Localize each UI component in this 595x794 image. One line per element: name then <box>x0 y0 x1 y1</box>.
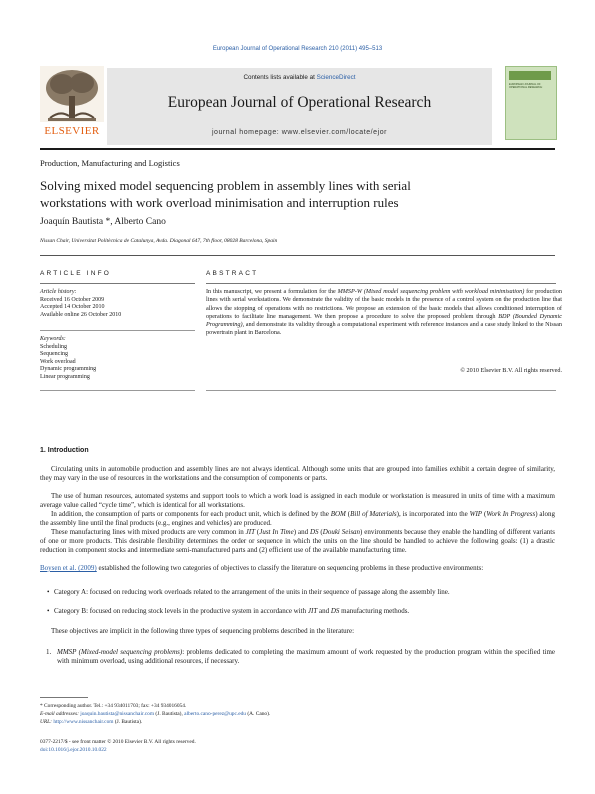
term: Just In Time <box>259 528 294 536</box>
bullet-icon: • <box>47 607 50 615</box>
journal-title: European Journal of Operational Research <box>167 94 432 111</box>
history-received: Received 16 October 2009 <box>40 296 105 303</box>
text: ) along the assembly line until the final products (e.g., engines and vehicles) are produced. <box>40 510 555 528</box>
cover-title: EUROPEAN JOURNAL OF OPERATIONAL RESEARCH <box>509 83 543 90</box>
term: JIT <box>245 528 255 536</box>
email-link-cano[interactable]: alberto.cano-perez@upc.edu <box>184 711 247 717</box>
text: established the following two categories of objectives to classify the literature on sequencing problems in these productive environments: <box>96 564 484 572</box>
list-item <box>54 607 554 616</box>
url-link[interactable]: http://www.nissanchair.com <box>51 719 114 725</box>
list-item: Category A: focused on reducing work overloads related to the arrangement of the units in their sequence of passage along the assembly line. <box>54 588 450 596</box>
abstract-term-bdp: BDP (Bounded Dynamic Programming) <box>206 312 562 329</box>
paragraph: Circulating units in automobile production and assembly lines are not always identical. Although some units that are grouped into families exhibit a certain degree of similarity, they may vary in the use of resources in the workstations and the consumption of components or parts. <box>40 465 555 483</box>
url-label: URL: <box>40 719 52 725</box>
keyword: Work overload <box>40 358 76 365</box>
history-accepted: Accepted 14 October 2010 <box>40 304 105 311</box>
history-label: Article history: <box>40 289 77 295</box>
keyword: Dynamic programming <box>40 366 97 373</box>
term: MMSP (Mixed-model sequencing problems) <box>57 648 183 656</box>
abstract-text <box>206 288 562 338</box>
keyword: Scheduling <box>40 343 67 350</box>
contents-availability <box>107 74 492 81</box>
text: ) and <box>293 528 310 536</box>
text: manufacturing methods. <box>339 607 410 615</box>
term: Work In Progress <box>486 510 536 518</box>
keywords-label: Keywords: <box>40 336 66 342</box>
paragraph <box>40 528 555 556</box>
paragraph: The use of human resources, automated systems and support tools to which a work load is assigned in each module or workstation is measured in units of time with a maximum average value called “cycle time”, which is identical for all workstations. <box>40 492 555 510</box>
sciencedirect-link[interactable]: ScienceDirect <box>316 74 356 81</box>
footnote-emails <box>40 711 555 718</box>
abstract-rule <box>206 283 556 284</box>
email-label: E-mail addresses: <box>40 711 79 717</box>
text: ) environments because they enable the handling of different variants of one or more products. This desirable flexibility determines the order or sequence in which the units on the line should be handled to achieve the following goals: (1) a drastic reduction in component stocks and intermediate semi-manufactured parts and (2) efficient use of the available manufacturing time. <box>40 528 555 555</box>
paragraph: These objectives are implicit in the following three types of sequencing problems described in the literature: <box>51 627 355 635</box>
abstract-term-mmspw: MMSP-W (Mixed model sequencing problem with workload minimisation) <box>337 288 525 295</box>
term: BOM <box>330 510 346 518</box>
text: Category B: focused on reducing stock levels in the productive system in accordance with <box>54 607 308 615</box>
authors-rule <box>40 255 555 256</box>
abstract-text-c: , and demonstrate its validity through a computational experiment with reference instances and a case study linked to the Nissan powertrain plant in Barcelona. <box>206 321 562 337</box>
journal-reference[interactable]: European Journal of Operational Research 210 (2011) 495–513 <box>212 46 383 52</box>
article-info-rule <box>40 283 195 284</box>
text: ), is incorporated into the <box>396 510 470 518</box>
footnote-rule <box>40 697 88 698</box>
authors[interactable]: Joaquín Bautista *, Alberto Cano <box>40 217 166 227</box>
header-rule <box>40 148 555 150</box>
paragraph <box>40 510 555 528</box>
cover-title-bar <box>509 71 551 80</box>
doi-link[interactable]: doi:10.1016/j.ejor.2010.10.022 <box>40 747 107 753</box>
article-history <box>40 289 195 319</box>
abstract-bottom-rule <box>206 390 556 391</box>
history-online: Available online 26 October 2010 <box>40 311 122 318</box>
text: ( <box>254 528 260 536</box>
term: Bill of Materials <box>350 510 397 518</box>
list-number: 1. <box>46 648 52 656</box>
section-heading-introduction: 1. Introduction <box>40 447 89 454</box>
citation-link[interactable]: Boysen et al. (2009) <box>40 564 97 572</box>
footnote-url <box>40 719 555 726</box>
abstract-heading: ABSTRACT <box>206 270 259 277</box>
text: (J. Bautista), <box>154 711 185 717</box>
text: ( <box>318 528 323 536</box>
title-line-2: workstations with work overload minimisation and interruption rules <box>40 195 399 210</box>
article-title <box>40 177 540 211</box>
title-line-1: Solving mixed model sequencing problem in assembly lines with serial <box>40 178 411 193</box>
text: ( <box>482 510 487 518</box>
publisher-wordmark: ELSEVIER <box>44 125 100 137</box>
term: WIP <box>469 510 483 518</box>
abstract-text-b: for production lines with serial workstations. We demonstrate the validity of the basic models in the presence of a control system on the production line that allows the stopping of operations with no restrictions. We propose an extension of the basic models that allows conditioned interruption of operations to facilitate line management. We then propose a procedure to solve the proposed problem through <box>206 288 562 320</box>
term: DS <box>330 607 340 615</box>
keywords-bottom-rule <box>40 390 195 391</box>
text: ( <box>345 510 351 518</box>
term: JIT <box>307 607 318 615</box>
article-info-heading: ARTICLE INFO <box>40 270 112 277</box>
elsevier-tree-logo-icon <box>40 66 104 134</box>
list-item <box>57 648 555 666</box>
text: : problems dedicated to completing the maximum amount of work requested by the production program within the specified time with minimum overload, using additional resources, if necessary. <box>57 648 556 666</box>
copyright: © 2010 Elsevier B.V. All rights reserved. <box>460 367 562 374</box>
keyword: Linear programming <box>40 373 90 380</box>
bullet-icon: • <box>47 588 50 596</box>
article-section: Production, Manufacturing and Logistics <box>40 158 180 168</box>
text: (J. Bautista). <box>113 719 143 725</box>
text: In addition, the consumption of parts or components for each product unit, which is defined by the <box>51 510 331 518</box>
term: DS <box>309 528 319 536</box>
affiliation: Nissan Chair, Universitat Politècnica de Catalunya, Avda. Diagonal 647, 7th floor, 08028 Barcelona, Spain <box>40 238 278 244</box>
keyword: Sequencing <box>40 351 68 358</box>
text: and <box>317 607 331 615</box>
term: Douki Seisan <box>322 528 361 536</box>
text: These manufacturing lines with mixed products are very common in <box>51 528 246 536</box>
journal-homepage[interactable]: journal homepage: www.elsevier.com/locate/ejor <box>211 129 388 136</box>
text: (A. Cano). <box>246 711 271 717</box>
history-rule <box>40 330 195 331</box>
issn-line: 0377-2217/$ - see front matter © 2010 Elsevier B.V. All rights reserved. <box>40 739 196 745</box>
paragraph <box>40 564 555 573</box>
footnote-corresponding: * Corresponding author. Tel.: +34 934011703; fax: +34 934016054. <box>40 703 187 709</box>
abstract-text-a: In this manuscript, we present a formulation for the <box>206 288 338 295</box>
contents-prefix: Contents lists available at <box>243 74 317 81</box>
email-link-bautista[interactable]: joaquin.bautista@nissanchair.com <box>78 711 155 717</box>
keywords <box>40 336 195 382</box>
